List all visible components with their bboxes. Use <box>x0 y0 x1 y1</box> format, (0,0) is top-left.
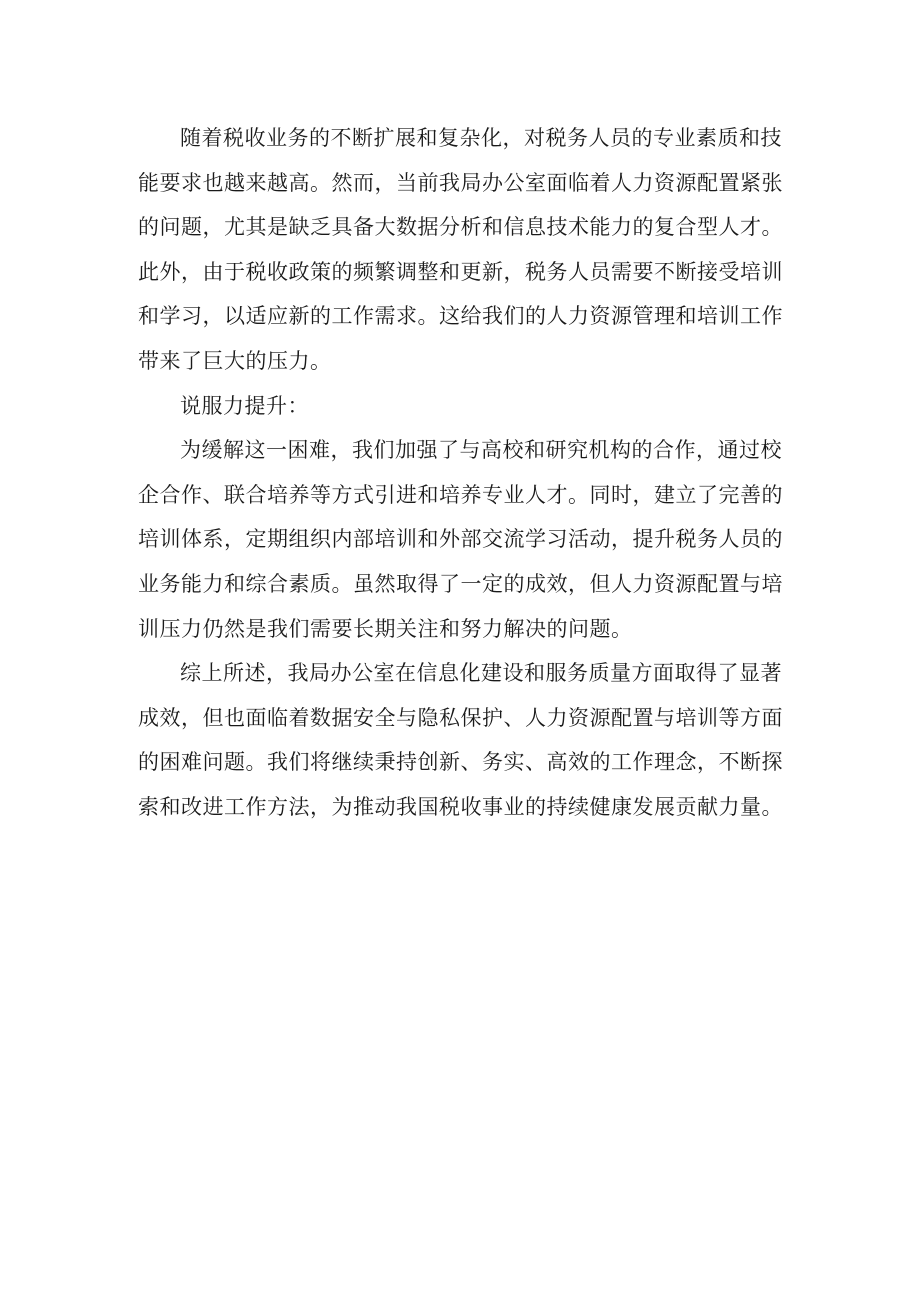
text-line: 训压力仍然是我们需要长期关注和努力解决的问题。 <box>138 616 633 641</box>
paragraph-subheading <box>138 384 788 429</box>
text-line: 说服力提升： <box>180 393 309 418</box>
text-line: 索和改进工作方法，为推动我国税收事业的持续健康发展贡献力量。 <box>138 794 783 819</box>
paragraph-mitigation <box>138 428 788 651</box>
text-line: 培训体系，定期组织内部培训和外部交流学习活动，提升税务人员的 <box>138 527 783 552</box>
text-line: 能要求也越来越高。然而，当前我局办公室面临着人力资源配置紧张 <box>138 170 783 195</box>
text-line: 此外，由于税收政策的频繁调整和更新，税务人员需要不断接受培训 <box>138 259 783 284</box>
document-body <box>138 116 788 830</box>
text-line: 的问题，尤其是缺乏具备大数据分析和信息技术能力的复合型人才。 <box>138 215 783 240</box>
paragraph-hr-pressure <box>138 116 788 384</box>
text-line: 成效，但也面临着数据安全与隐私保护、人力资源配置与培训等方面 <box>138 705 783 730</box>
text-line: 业务能力和综合素质。虽然取得了一定的成效，但人力资源配置与培 <box>138 571 783 596</box>
text-line: 综上所述，我局办公室在信息化建设和服务质量方面取得了显著 <box>180 661 782 686</box>
text-line: 和学习，以适应新的工作需求。这给我们的人力资源管理和培训工作 <box>138 304 783 329</box>
text-line: 带来了巨大的压力。 <box>138 348 332 373</box>
text-line: 为缓解这一困难，我们加强了与高校和研究机构的合作，通过校 <box>180 438 782 463</box>
text-line: 随着税收业务的不断扩展和复杂化，对税务人员的专业素质和技 <box>180 126 782 150</box>
text-line: 的困难问题。我们将继续秉持创新、务实、高效的工作理念，不断探 <box>138 750 783 775</box>
paragraph-conclusion <box>138 651 788 829</box>
text-line: 企合作、联合培养等方式引进和培养专业人才。同时，建立了完善的 <box>138 482 783 507</box>
